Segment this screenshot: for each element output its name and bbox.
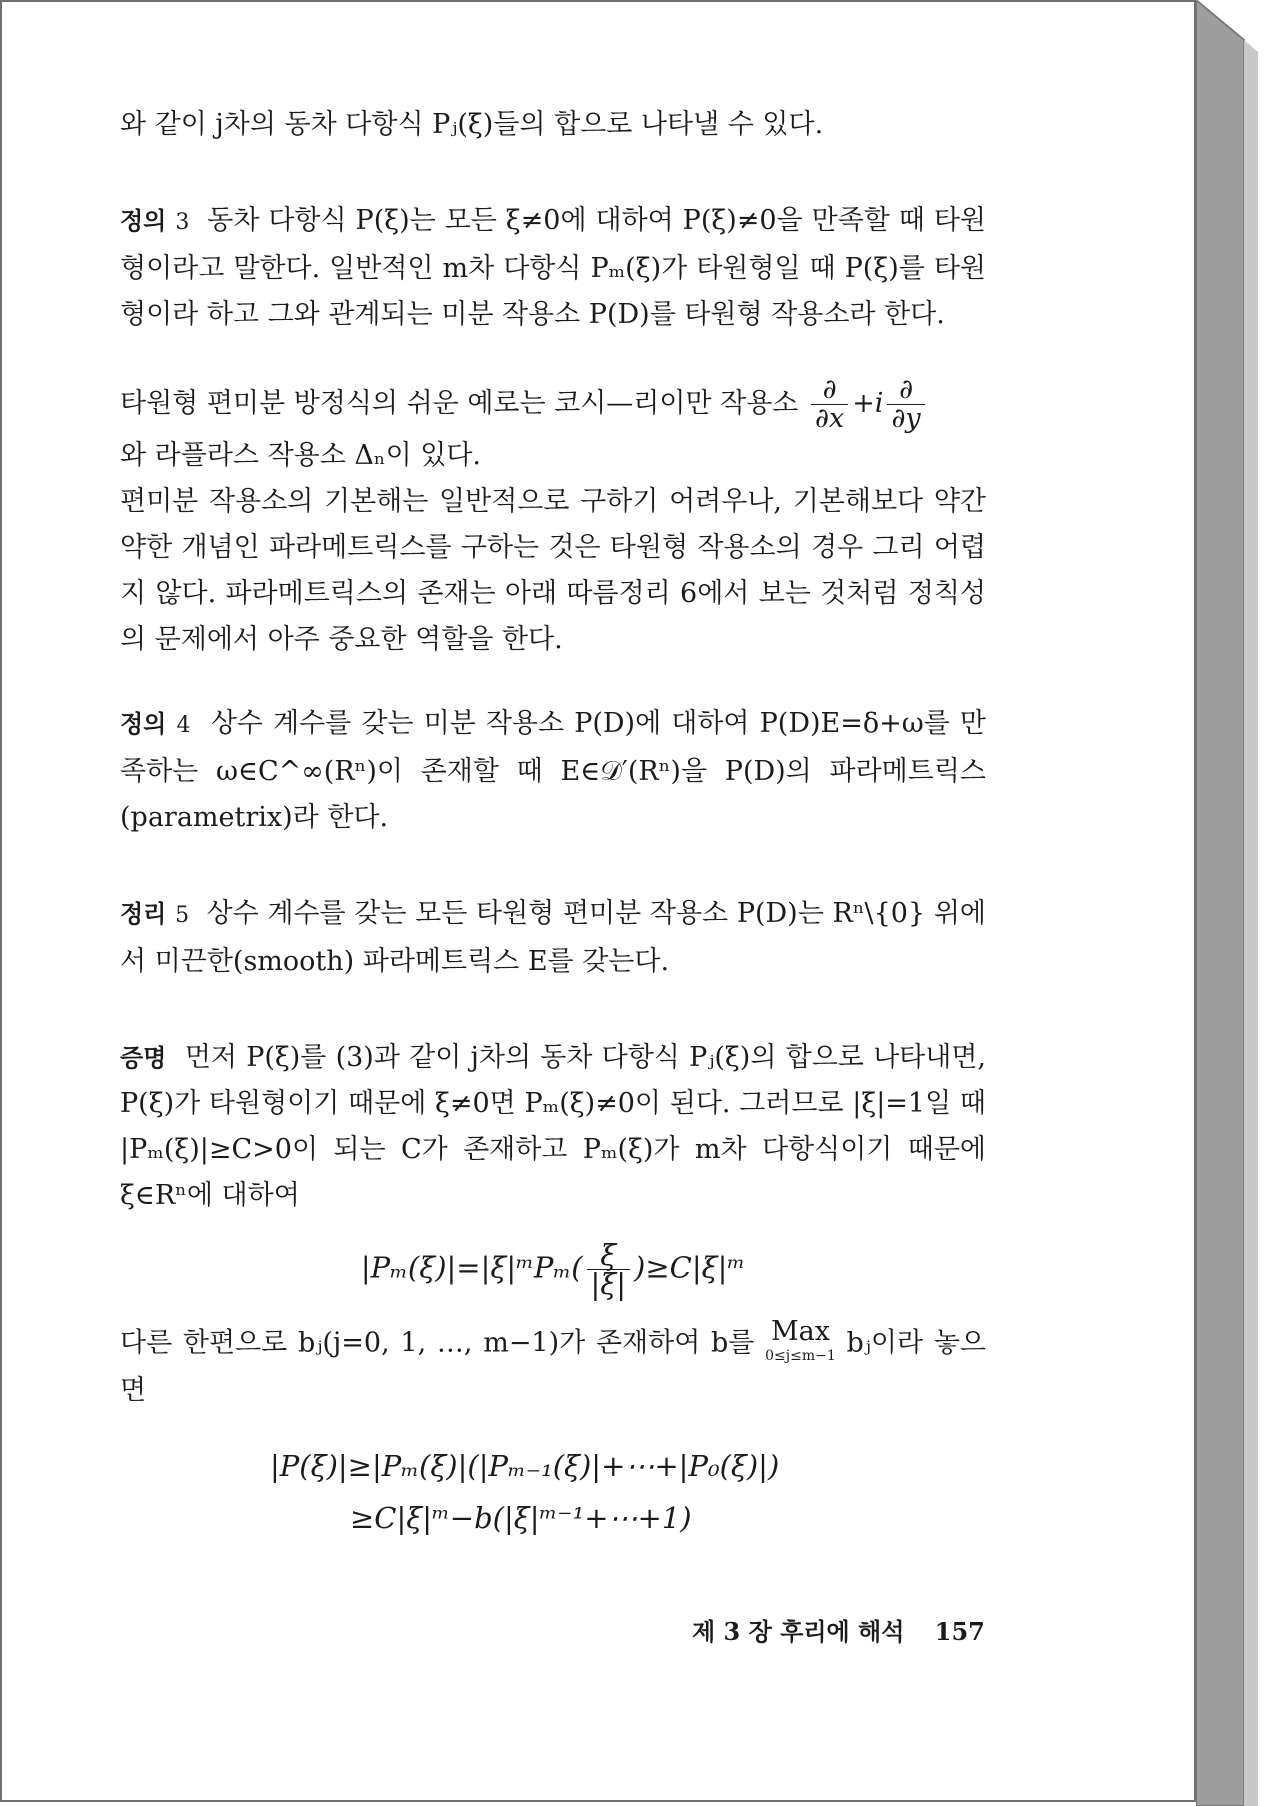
equation-2 (270, 1440, 986, 1544)
plus-i: +i (852, 388, 884, 419)
proof-text: 먼저 P(ξ)를 (3)과 같이 j차의 동차 다항식 Pⱼ(ξ)의 합으로 나타내면, P(ξ)가 타원형이기 때문에 ξ≠0면 Pₘ(ξ)≠0이 된다. 그러므로 |ξ|=1일 때 |Pₘ(ξ)|≥C>0이 되는 C가 존재하고 Pₘ(ξ)가 m차 다항식이기 때문에 ξ∈Rⁿ에 대하여 (120, 1042, 986, 1211)
definition-4 (120, 701, 986, 841)
theorem-number: 5 (175, 903, 190, 928)
theorem-5 (120, 891, 986, 985)
definition-number: 3 (175, 210, 190, 235)
definition-label: 정의 (120, 710, 167, 738)
proof-label: 증명 (120, 1044, 167, 1072)
example-paragraph (120, 376, 986, 479)
max-operator: Max 0≤j≤m−1 (765, 1316, 836, 1364)
book-edge (1196, 0, 1267, 1806)
equation-2-line-2: ≥C|ξ|ᵐ−b(|ξ|ᵐ⁻¹+⋯+1) (350, 1501, 692, 1535)
definition-number: 4 (176, 713, 191, 738)
page-number: 157 (934, 1617, 985, 1646)
equation-1: |Pₘ(ξ)|=|ξ|ᵐPₘ( $\frac{\xi}{|\xi|}$ )≥C|ξ|ᵐ (360, 1238, 746, 1301)
b-text-before: 다른 한편으로 bⱼ(j=0, 1, …, m−1)가 존재하여 b를 (120, 1327, 755, 1359)
theorem-5-text: 상수 계수를 갖는 모든 타원형 편미분 작용소 P(D)는 Rⁿ\{0} 위에서 미끈한(smooth) 파라메트릭스 E를 갖는다. (120, 898, 986, 977)
partial-x-fraction: $\frac{\partial}{\partial x}$ (811, 376, 848, 433)
partial-y-fraction: $\frac{\partial}{\partial y}$ (887, 376, 924, 433)
example-text-before: 타원형 편미분 방정식의 쉬운 예로는 코시—리이만 작용소 (120, 388, 799, 419)
b-text-after: bⱼ이라 놓으면 (120, 1327, 986, 1406)
equation-2-line-1: |P(ξ)|≥|Pₘ(ξ)|(|Pₘ₋₁(ξ)|+⋯+|P₀(ξ)|) (270, 1449, 780, 1483)
proof (120, 1035, 986, 1219)
definition-3 (120, 198, 986, 338)
definition-4-text: 상수 계수를 갖는 미분 작용소 P(D)에 대하여 P(D)E=δ+ω를 만족하는 ω∈C^∞(Rⁿ)이 존재할 때 E∈𝒟′(Rⁿ)을 P(D)의 파라메트릭스(parametrix)라 한다. (120, 708, 986, 833)
page-content (120, 102, 986, 1564)
xi-over-abs-xi-fraction: $\frac{\xi}{|\xi|}$ (587, 1241, 631, 1298)
definition-label: 정의 (120, 207, 167, 235)
parametrix-paragraph: 편미분 작용소의 기본해는 일반적으로 구하기 어려우나, 기본해보다 약간 약한 개념인 파라메트릭스를 구하는 것은 타원형 작용소의 경우 그리 어렵지 않다. 파라메트릭스의 존재는 아래 따름정리 6에서 보는 것처럼 정칙성의 문제에서 아주 중요한 역할을 한다. (120, 486, 986, 655)
page-footer (692, 1612, 985, 1647)
b-definition-paragraph (120, 1316, 986, 1414)
running-header: 제 3 장 후리에 해석 (692, 1617, 905, 1646)
example-text-after: 와 라플라스 작용소 Δₙ이 있다. (120, 440, 481, 471)
intro-line: 와 같이 j차의 동차 다항식 Pⱼ(ξ)들의 합으로 나타낼 수 있다. (120, 109, 824, 140)
theorem-label: 정리 (120, 900, 167, 928)
definition-3-text: 동차 다항식 P(ξ)는 모든 ξ≠0에 대하여 P(ξ)≠0을 만족할 때 타원형이라고 말한다. 일반적인 m차 다항식 Pₘ(ξ)가 타원형일 때 P(ξ)를 타원형이라 하고 그와 관계되는 미분 작용소 P(D)를 타원형 작용소라 한다. (120, 205, 986, 330)
